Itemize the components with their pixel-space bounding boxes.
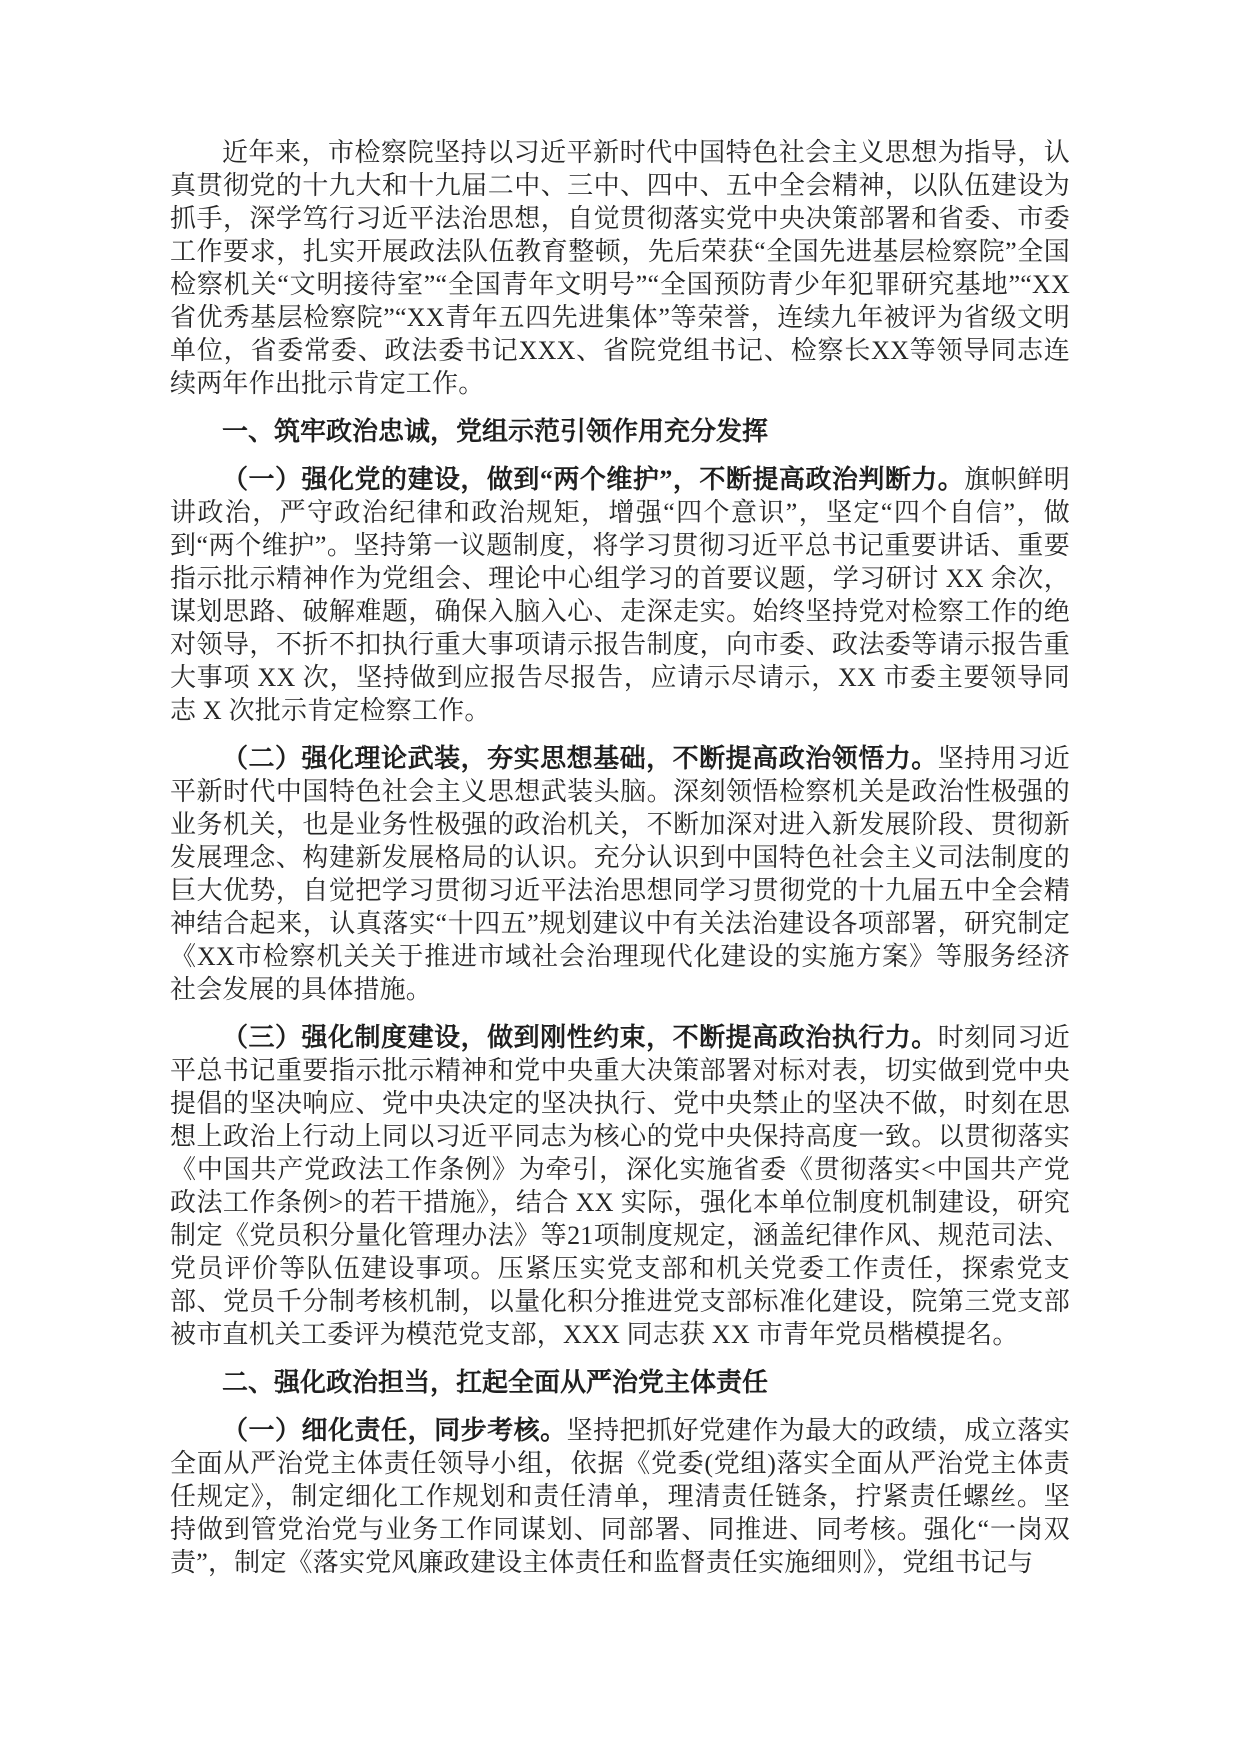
section-1-paragraph-2: [170, 742, 1070, 1006]
section-2-paragraph-1-body: 坚持把抓好党建作为最大的政绩，成立落实全面从严治党主体责任领导小组，依据《党委(党组)落实全面从严治党主体责任规定》，制定细化工作规划和责任清单，理清责任链条，拧紧责任螺丝。坚持做到管党治党与业务工作同谋划、同部署、同推进、同考核。强化“一岗双责”，制定《落实党风廉政建设主体责任和监督责任实施细则》，党组书记与: [170, 1416, 1070, 1577]
section-2-paragraph-1-lead: （一）细化责任，同步考核。: [222, 1416, 567, 1445]
section-1-paragraph-2-body: 坚持用习近平新时代中国特色社会主义思想武装头脑。深刻领悟检察机关是政治性极强的业务机关，也是业务性极强的政治机关，不断加深对进入新发展阶段、贯彻新发展理念、构建新发展格局的认识。充分认识到中国特色社会主义司法制度的巨大优势，自觉把学习贯彻习近平法治思想同学习贯彻党的十九届五中全会精神结合起来，认真落实“十四五”规划建议中有关法治建设各项部署，研究制定《XX市检察机关关于推进市域社会治理现代化建设的实施方案》等服务经济社会发展的具体措施。: [170, 744, 1070, 1004]
section-1-paragraph-3-lead: （三）强化制度建设，做到刚性约束，不断提高政治执行力。: [222, 1023, 938, 1052]
section-2-paragraph-1: [170, 1414, 1070, 1579]
section-1-heading: 一、筑牢政治忠诚，党组示范引领作用充分发挥: [222, 417, 769, 446]
section-1-paragraph-1: [170, 463, 1070, 727]
section-1-paragraph-3-body: 时刻同习近平总书记重要指示批示精神和党中央重大决策部署对标对表，切实做到党中央提倡的坚决响应、党中央决定的坚决执行、党中央禁止的坚决不做，时刻在思想上政治上行动上同以习近平同志为核心的党中央保持高度一致。以贯彻落实《中国共产党政法工作条例》为牵引，深化实施省委《贯彻落实<中国共产党政法工作条例>的若干措施》，结合 XX 实际，强化本单位制度机制建设，研究制定《党员积分量化管理办法》等21项制度规定，涵盖纪律作风、规范司法、党员评价等队伍建设事项。压紧压实党支部和机关党委工作责任，探索党支部、党员千分制考核机制，以量化积分推进党支部标准化建设，院第三党支部被市直机关工委评为模范党支部，XXX 同志获 XX 市青年党员楷模提名。: [170, 1023, 1070, 1349]
section-1-paragraph-1-body: 旗帜鲜明讲政治，严守政治纪律和政治规矩，增强“四个意识”，坚定“四个自信”，做到“两个维护”。坚持第一议题制度，将学习贯彻习近平总书记重要讲话、重要指示批示精神作为党组会、理论中心组学习的首要议题，学习研讨 XX 余次，谋划思路、破解难题，确保入脑入心、走深走实。始终坚持党对检察工作的绝对领导，不折不扣执行重大事项请示报告制度，向市委、政法委等请示报告重大事项 XX 次，坚持做到应报告尽报告，应请示尽请示，XX 市委主要领导同志 X 次批示肯定检察工作。: [170, 465, 1070, 725]
section-1-paragraph-1-lead: （一）强化党的建设，做到“两个维护”，不断提高政治判断力。: [222, 465, 965, 494]
intro-paragraph-text: 近年来，市检察院坚持以习近平新时代中国特色社会主义思想为指导，认真贯彻党的十九大和十九届二中、三中、四中、五中全会精神，以队伍建设为抓手，深学笃行习近平法治思想，自觉贯彻落实党中央决策部署和省委、市委工作要求，扎实开展政法队伍教育整顿，先后荣获“全国先进基层检察院”全国检察机关“文明接待室”“全国青年文明号”“全国预防青少年犯罪研究基地”“XX省优秀基层检察院”“XX青年五四先进集体”等荣誉，连续九年被评为省级文明单位，省委常委、政法委书记XXX、省院党组书记、检察长XX等领导同志连续两年作出批示肯定工作。: [170, 138, 1070, 398]
section-2-heading: 二、强化政治担当，扛起全面从严治党主体责任: [222, 1368, 769, 1397]
intro-paragraph: [170, 136, 1070, 400]
section-1-paragraph-2-lead: （二）强化理论武装，夯实思想基础，不断提高政治领悟力。: [222, 744, 938, 773]
section-1-paragraph-3: [170, 1021, 1070, 1351]
